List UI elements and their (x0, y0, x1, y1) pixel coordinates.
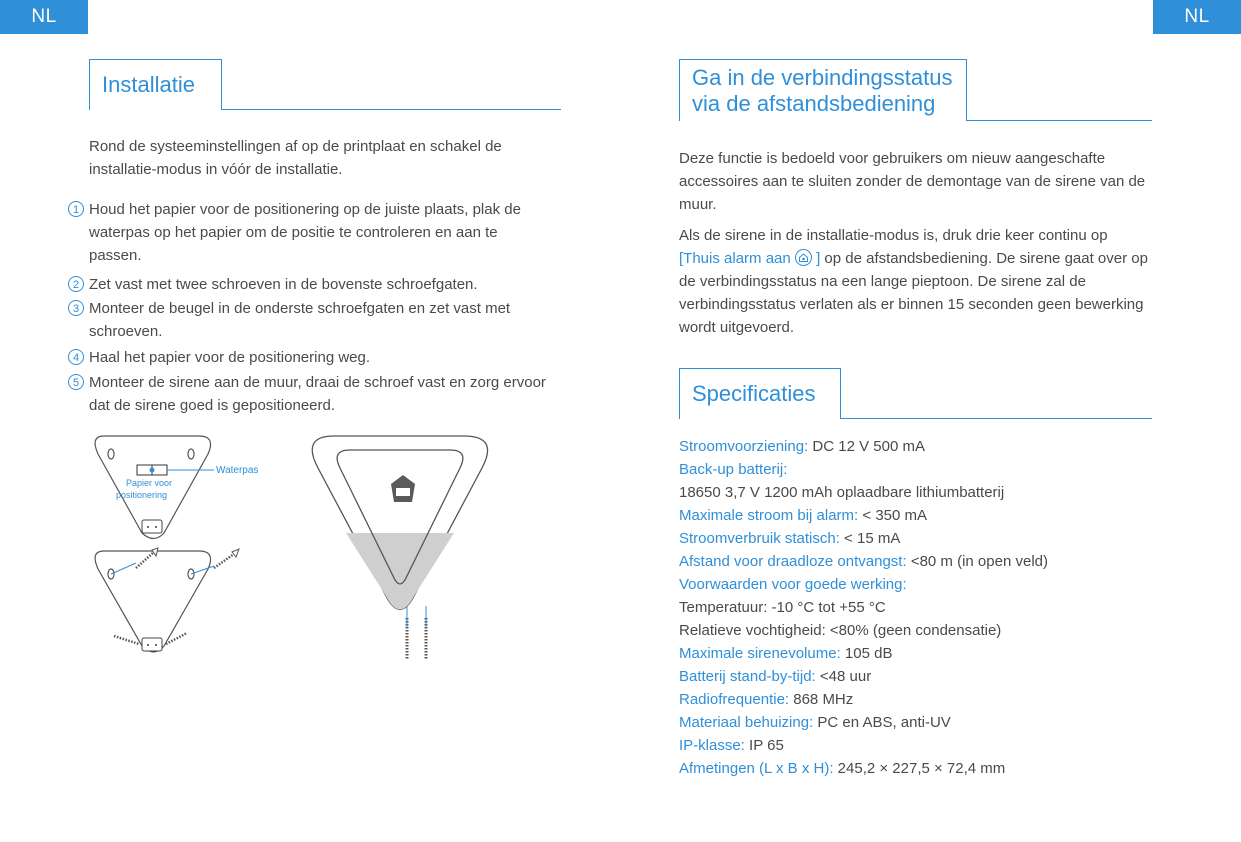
positioning-paper-diagram (95, 436, 258, 539)
step-text: Haal het papier voor de positionering weg. (89, 349, 371, 366)
spec-sirenevolume: Maximale sirenevolume: 105 dB (679, 645, 893, 662)
step-number: 3 (68, 300, 84, 316)
verbinding-para-1: Deze functie is bedoeld voor gebruikers om nieuw aangeschafte accessoires aan te sluiten zonder de demontage van de sirene van de muur. (679, 150, 1146, 213)
spec-vochtigheid: Relatieve vochtigheid: <80% (geen condensatie) (679, 622, 1002, 639)
home-lock-icon (795, 249, 812, 266)
step-number: 5 (68, 374, 84, 390)
step-number: 2 (68, 276, 84, 292)
specificaties-title: Specificaties (679, 368, 841, 419)
installation-illustration (84, 428, 504, 668)
spec-backup-label: Back-up batterij: (679, 461, 788, 478)
language-tab-right: NL (1153, 0, 1241, 34)
step-5 (68, 371, 548, 417)
spec-backup-value: 18650 3,7 V 1200 mAh oplaadbare lithiumbatterij (679, 484, 1005, 501)
spec-afstand: Afstand voor draadloze ontvangst: <80 m (in open veld) (679, 553, 1048, 570)
installatie-title: Installatie (89, 59, 222, 110)
heading-rule (221, 109, 561, 110)
papier-label-1: Papier voor (126, 478, 173, 488)
spec-standby: Batterij stand-by-tijd: <48 uur (679, 668, 872, 685)
spec-stroomverbruik: Stroomverbruik statisch: < 15 mA (679, 530, 901, 547)
verbinding-title-line2: via de afstandsbediening (692, 91, 936, 116)
step-number: 1 (68, 201, 84, 217)
para2-post: op de afstandsbediening. De sirene gaat over op de verbindingsstatus na een lange pieptoon. De sirene zal de verbindingsstatus verlaten als er binnen 15 seconden geen bewerking wordt uitgevoerd. (679, 250, 1148, 336)
step-text: Houd het papier voor de positionering op de juiste plaats, plak de waterpas op het papier om de positie te controleren en aan te passen. (89, 201, 521, 264)
verbinding-title (679, 59, 967, 121)
spec-voorwaarden-label: Voorwaarden voor goede werking: (679, 576, 907, 593)
step-number: 4 (68, 349, 84, 365)
spec-maximale-stroom: Maximale stroom bij alarm: < 350 mA (679, 507, 928, 524)
step-text: Monteer de sirene aan de muur, draai de schroef vast en zorg ervoor dat de sirene goed is gepositioneerd. (89, 374, 546, 414)
step-2 (68, 273, 548, 296)
step-4 (68, 346, 548, 369)
language-tab-left: NL (0, 0, 88, 34)
siren-diagram (312, 436, 487, 660)
waterpas-label: Waterpas (216, 465, 259, 476)
step-3 (68, 297, 548, 343)
papier-label-2: positionering (116, 490, 168, 500)
spec-temperatuur: Temperatuur: -10 °C tot +55 °C (679, 599, 886, 616)
heading-rule (966, 120, 1152, 121)
step-text: Monteer de beugel in de onderste schroefgaten en zet vast met schroeven. (89, 300, 511, 340)
step-1 (68, 198, 548, 267)
step-text: Zet vast met twee schroeven in de bovenste schroefgaten. (89, 276, 478, 293)
bracket-diagram (95, 548, 239, 652)
spec-stroomvoorziening: Stroomvoorziening: DC 12 V 500 mA (679, 438, 925, 455)
spec-afmetingen: Afmetingen (L x B x H): 245,2 × 227,5 × 72,4 mm (679, 760, 1006, 777)
verbinding-title-line1: Ga in de verbindingsstatus (692, 65, 953, 90)
verbinding-para-2 (679, 224, 1149, 339)
heading-rule (840, 418, 1152, 419)
installatie-intro: Rond de systeeminstellingen af op de printplaat en schakel de installatie-modus in vóór de installatie. (89, 138, 502, 178)
spec-ip-klasse: IP-klasse: IP 65 (679, 737, 784, 754)
thuis-alarm-aan-button-ref: [Thuis alarm aan ] (679, 250, 821, 267)
spec-materiaal: Materiaal behuizing: PC en ABS, anti-UV (679, 714, 951, 731)
spec-radiofrequentie: Radiofrequentie: 868 MHz (679, 691, 854, 708)
para2-pre: Als de sirene in de installatie-modus is, druk drie keer continu op (679, 227, 1108, 244)
